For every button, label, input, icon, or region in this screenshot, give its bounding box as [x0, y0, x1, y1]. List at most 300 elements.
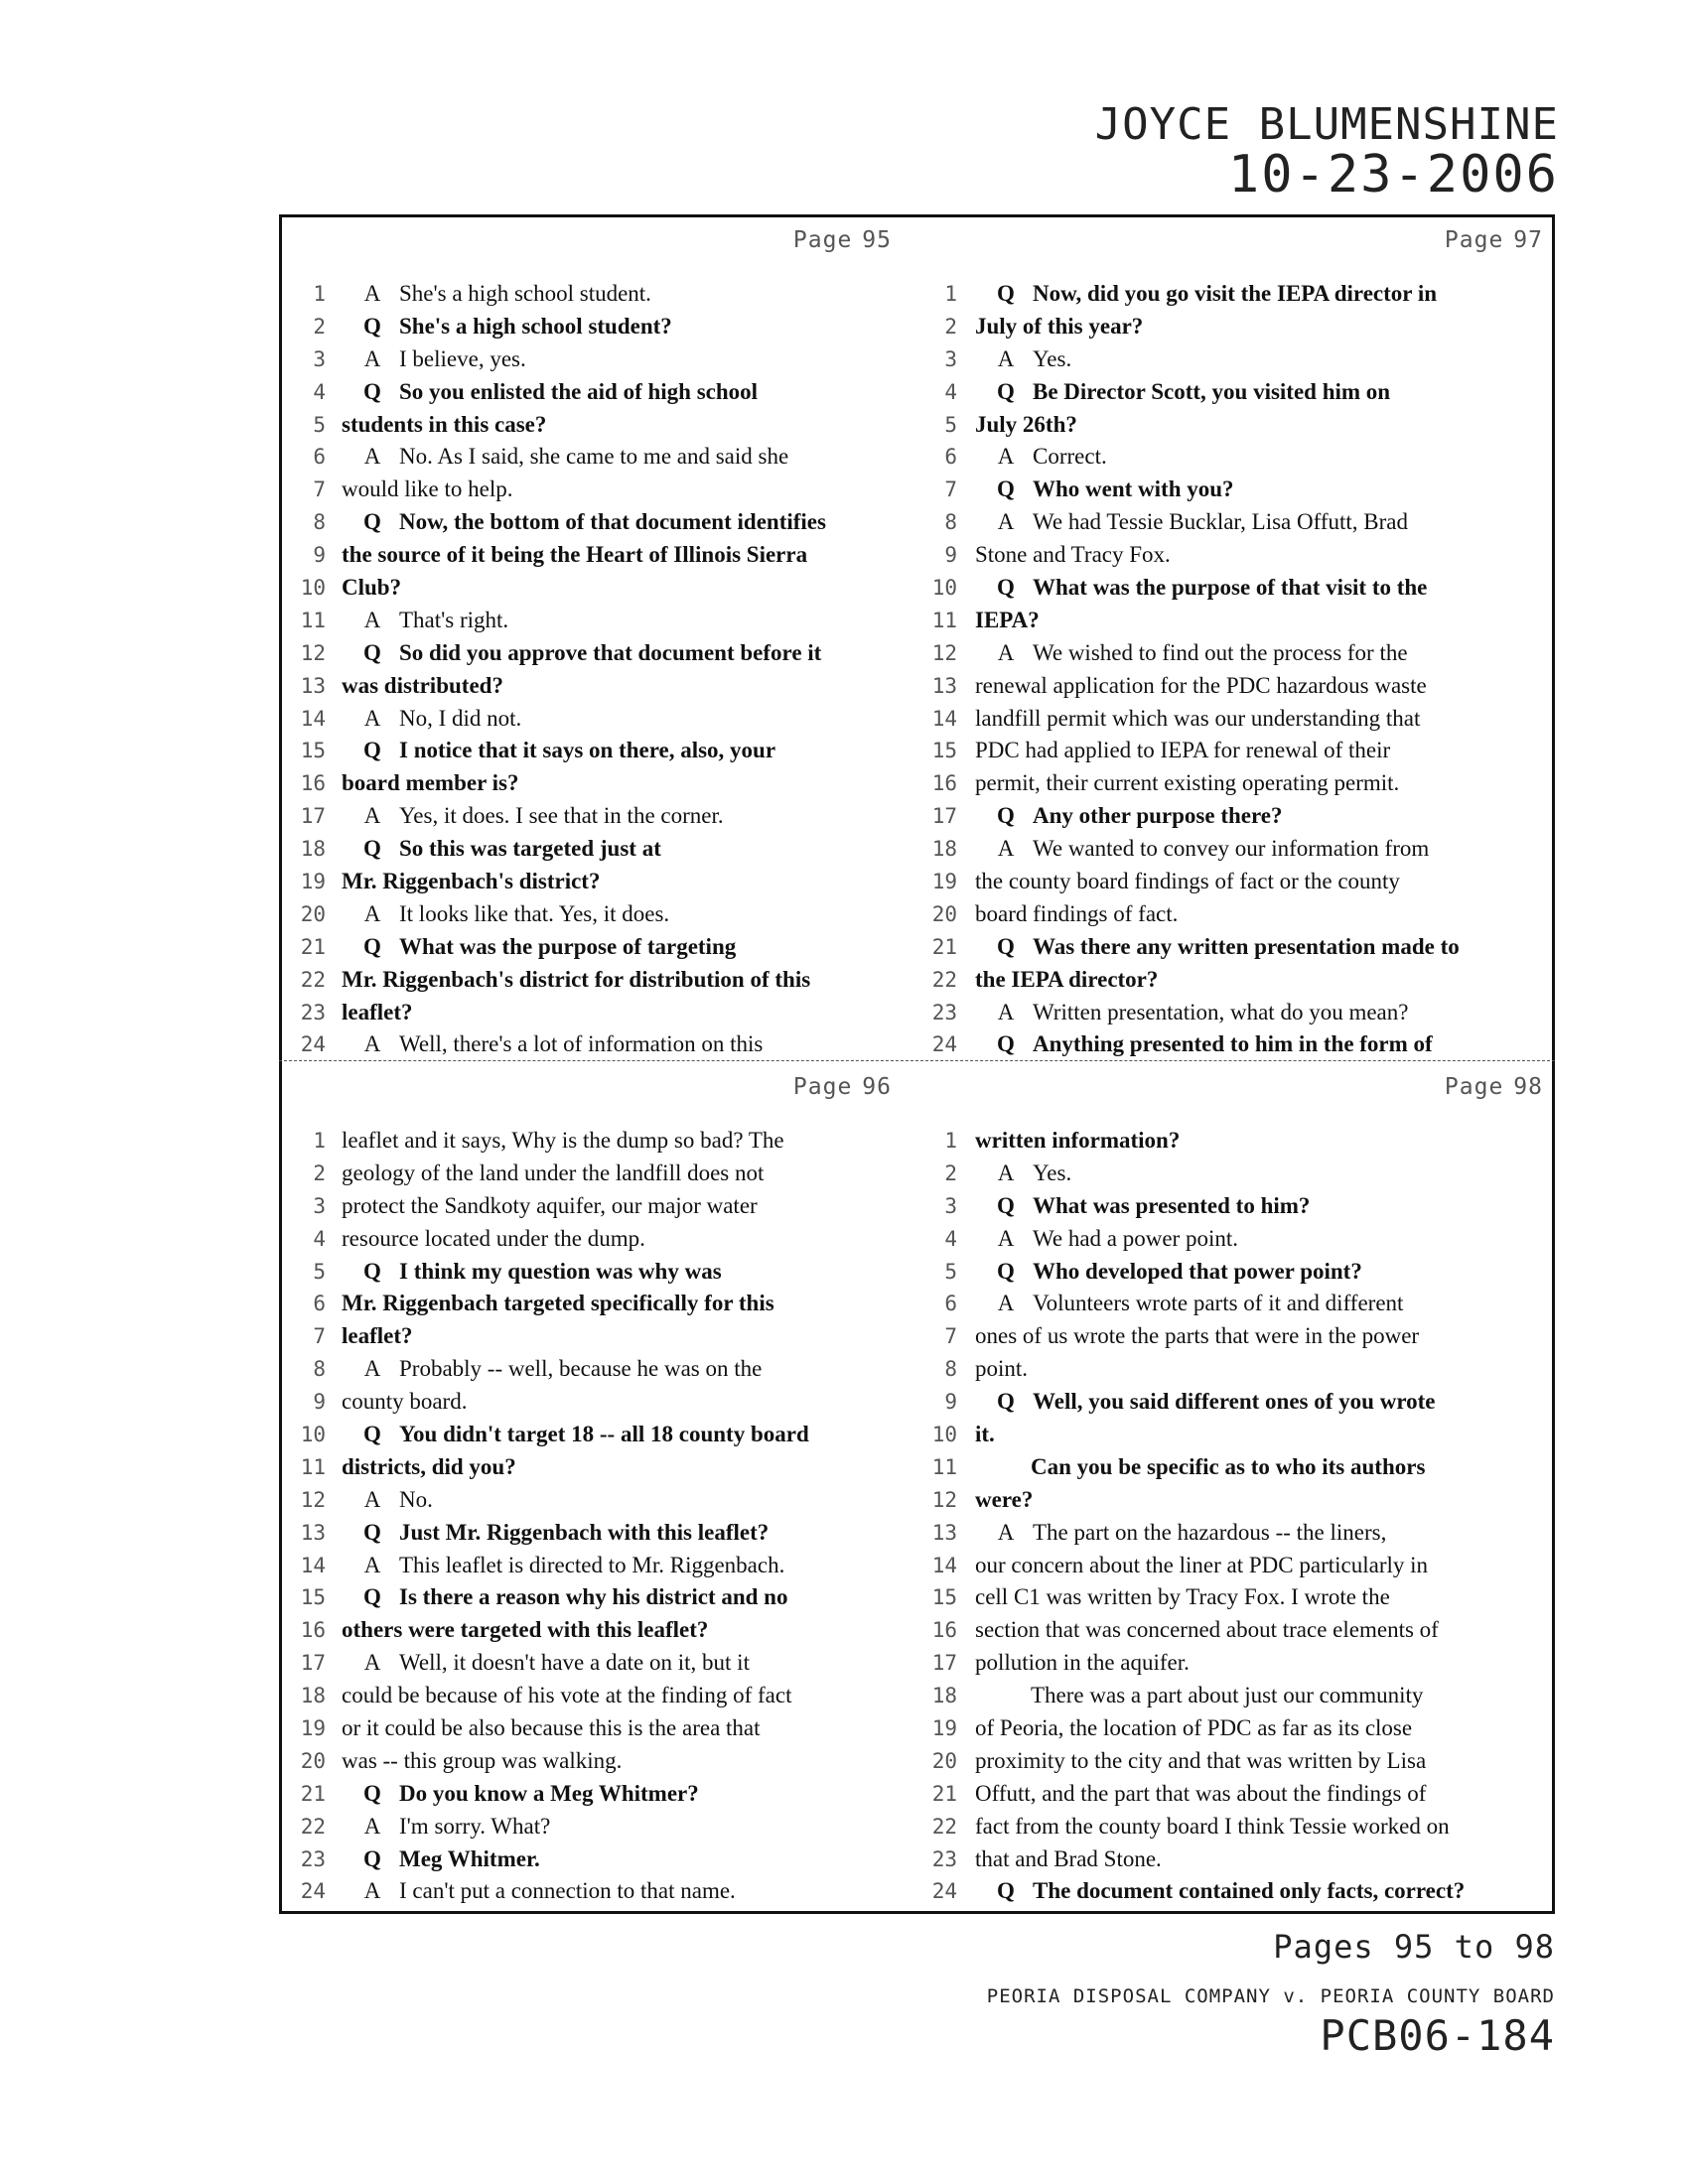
transcript-line	[917, 866, 1553, 898]
line-content: This leaflet is directed to Mr. Riggenbach.	[399, 1552, 785, 1577]
line-number: 9	[313, 1390, 326, 1415]
line-text	[342, 605, 508, 637]
line-text	[975, 1223, 1238, 1256]
transcript-line	[282, 800, 917, 833]
line-text	[975, 1353, 1028, 1386]
transcript-line	[917, 1451, 1553, 1484]
line-number: 3	[944, 346, 957, 371]
line-content: The document contained only facts, correct?	[1033, 1878, 1466, 1904]
line-text	[342, 1256, 722, 1289]
transcript-line	[282, 1811, 917, 1843]
transcript-line	[917, 1843, 1553, 1876]
line-text	[342, 1712, 761, 1745]
line-content: Correct.	[1033, 444, 1107, 470]
answer-marker: A	[997, 1160, 1015, 1185]
line-content: July 26th?	[975, 411, 1077, 437]
line-text	[342, 409, 546, 442]
line-number: 10	[931, 576, 957, 601]
line-content: ones of us wrote the parts that were in the power	[975, 1323, 1420, 1349]
transcript-line	[917, 1028, 1553, 1061]
question-marker: Q	[363, 509, 381, 535]
line-text	[342, 833, 661, 866]
line-content: point.	[975, 1356, 1029, 1382]
case-number: PCB06-184	[1320, 2011, 1555, 2060]
transcript-line	[917, 1614, 1553, 1647]
line-text	[975, 1745, 1426, 1778]
answer-marker: A	[997, 999, 1015, 1024]
line-number: 19	[300, 1716, 326, 1741]
line-content: I'm sorry. What?	[399, 1813, 551, 1839]
line-text	[975, 1028, 1433, 1061]
transcript-line	[917, 898, 1553, 931]
line-number: 8	[313, 510, 326, 535]
line-text	[342, 1843, 540, 1876]
transcript-line	[917, 441, 1553, 474]
line-number: 13	[931, 1520, 957, 1545]
line-number: 3	[313, 1193, 326, 1218]
page-number-label: Page 98	[1444, 1074, 1543, 1100]
line-content: our concern about the liner at PDC particularly in	[975, 1552, 1429, 1577]
transcript-page-97	[917, 217, 1553, 1061]
question-marker: Q	[363, 1780, 381, 1806]
question-marker: Q	[997, 1031, 1015, 1057]
line-number: 6	[313, 445, 326, 470]
line-content: Any other purpose there?	[1033, 803, 1283, 829]
line-number: 8	[944, 1357, 957, 1382]
line-text	[342, 506, 826, 539]
answer-marker: A	[363, 1813, 381, 1839]
line-number: 22	[300, 1814, 326, 1839]
line-text	[975, 311, 1143, 343]
line-number: 3	[944, 1193, 957, 1218]
line-content: renewal application for the PDC hazardous waste	[975, 672, 1427, 698]
transcript-line	[917, 703, 1553, 736]
line-number: 21	[931, 934, 957, 959]
line-text	[342, 311, 672, 343]
line-content: So did you approve that document before it	[399, 639, 822, 665]
line-number: 2	[313, 314, 326, 339]
transcript-line	[917, 506, 1553, 539]
line-text	[342, 1353, 762, 1386]
line-number: 8	[313, 1357, 326, 1382]
line-text	[342, 1614, 708, 1647]
line-text	[342, 670, 503, 703]
line-text	[975, 767, 1399, 800]
line-number: 2	[944, 314, 957, 339]
question-marker: Q	[997, 281, 1015, 306]
line-content: Yes, it does. I see that in the corner.	[399, 803, 724, 829]
line-number: 7	[313, 478, 326, 502]
line-text	[342, 703, 521, 736]
line-number: 13	[300, 673, 326, 698]
line-text	[342, 343, 526, 376]
transcript-line	[282, 767, 917, 800]
line-number: 15	[931, 1585, 957, 1610]
transcript-line	[282, 1745, 917, 1778]
line-content: Now, the bottom of that document identifies	[399, 509, 826, 535]
transcript-line	[282, 1680, 917, 1712]
line-content: board member is?	[342, 770, 519, 796]
transcript-line	[917, 833, 1553, 866]
transcript-line	[917, 767, 1553, 800]
line-number: 18	[931, 1684, 957, 1708]
line-content: I believe, yes.	[399, 345, 526, 371]
line-number: 4	[313, 1226, 326, 1251]
transcript-line	[917, 343, 1553, 376]
line-content: or it could be also because this is the area that	[342, 1715, 761, 1741]
line-number: 23	[931, 1846, 957, 1871]
line-text	[975, 1680, 1423, 1712]
answer-marker: A	[363, 900, 381, 926]
transcript-line	[282, 1484, 917, 1517]
line-text	[975, 1256, 1362, 1289]
transcript-line	[917, 1745, 1553, 1778]
line-number: 24	[931, 1032, 957, 1057]
line-number: 12	[300, 640, 326, 665]
transcript-line	[282, 474, 917, 506]
line-content: the county board findings of fact or the county	[975, 869, 1400, 894]
line-number: 2	[944, 1160, 957, 1185]
line-number: 9	[944, 543, 957, 568]
line-text	[975, 1451, 1425, 1484]
line-number: 17	[931, 1651, 957, 1676]
line-number: 6	[313, 1292, 326, 1316]
line-content: Well, it doesn't have a date on it, but it	[399, 1650, 750, 1676]
question-marker: Q	[997, 378, 1015, 404]
line-number: 17	[931, 804, 957, 829]
line-content: that and Brad Stone.	[975, 1845, 1162, 1871]
transcript-lines	[282, 1125, 917, 1908]
transcript-line	[917, 1517, 1553, 1550]
transcript-line	[282, 572, 917, 605]
line-content: Is there a reason why his district and no	[399, 1584, 788, 1610]
line-text	[342, 539, 807, 572]
line-content: Probably -- well, because he was on the	[399, 1356, 763, 1382]
line-text	[342, 1745, 622, 1778]
transcript-line	[917, 1386, 1553, 1419]
question-marker: Q	[997, 803, 1015, 829]
line-text	[975, 670, 1427, 703]
question-marker: Q	[997, 1192, 1015, 1218]
line-number: 4	[313, 379, 326, 404]
line-content: No, I did not.	[399, 705, 522, 731]
answer-marker: A	[363, 345, 381, 371]
transcript-page-96	[282, 1064, 917, 1908]
line-content: Meg Whitmer.	[399, 1845, 540, 1871]
transcript-line	[917, 931, 1553, 964]
transcript-line	[917, 1581, 1553, 1614]
line-content: We had Tessie Bucklar, Lisa Offutt, Brad	[1033, 509, 1409, 535]
line-text	[342, 997, 413, 1029]
transcript-line	[282, 1158, 917, 1190]
line-number: 1	[944, 282, 957, 306]
transcript-line	[917, 1419, 1553, 1451]
line-number: 1	[313, 282, 326, 306]
line-content: July of this year?	[975, 313, 1144, 339]
transcript-lines	[282, 278, 917, 1061]
line-number: 8	[944, 510, 957, 535]
line-content: section that was concerned about trace elements of	[975, 1617, 1439, 1643]
line-number: 5	[944, 412, 957, 437]
line-content: Volunteers wrote parts of it and different	[1033, 1291, 1404, 1316]
transcript-line	[282, 735, 917, 767]
line-content: She's a high school student?	[399, 313, 672, 339]
transcript-line	[282, 1320, 917, 1353]
line-text	[975, 1875, 1465, 1908]
line-text	[975, 1419, 995, 1451]
answer-marker: A	[997, 345, 1015, 371]
transcript-line	[282, 1778, 917, 1811]
line-content: county board.	[342, 1389, 468, 1415]
transcript-line	[917, 1647, 1553, 1680]
page-number-label: Page 97	[1444, 227, 1543, 253]
line-content: We had a power point.	[1033, 1225, 1238, 1251]
line-text	[975, 735, 1390, 767]
transcript-line	[282, 1223, 917, 1256]
transcript-line	[282, 866, 917, 898]
line-text	[342, 1811, 550, 1843]
line-text	[342, 866, 600, 898]
line-number: 23	[300, 1846, 326, 1871]
line-content: the IEPA director?	[975, 966, 1159, 992]
line-text	[975, 409, 1077, 442]
transcript-line	[282, 997, 917, 1029]
transcript-line	[282, 278, 917, 311]
line-text	[975, 833, 1429, 866]
answer-marker: A	[997, 1225, 1015, 1251]
line-text	[342, 735, 775, 767]
transcript-line	[917, 1778, 1553, 1811]
line-number: 18	[300, 837, 326, 862]
question-marker: Q	[363, 378, 381, 404]
question-marker: Q	[363, 933, 381, 959]
transcript-line	[282, 1028, 917, 1061]
line-content: Who went with you?	[1033, 477, 1234, 502]
transcript-line	[917, 572, 1553, 605]
line-number: 24	[300, 1879, 326, 1904]
line-text	[342, 1484, 433, 1517]
line-number: 10	[300, 1423, 326, 1447]
line-number: 20	[931, 901, 957, 926]
line-content: Just Mr. Riggenbach with this leaflet?	[399, 1519, 770, 1545]
line-content: districts, did you?	[342, 1453, 516, 1479]
page-number-label: Page 95	[792, 227, 892, 253]
line-number: 6	[944, 445, 957, 470]
transcript-line	[282, 311, 917, 343]
line-content: Mr. Riggenbach's district?	[342, 869, 601, 894]
line-text	[975, 1712, 1412, 1745]
transcript-lines	[917, 1125, 1553, 1908]
line-content: landfill permit which was our understanding that	[975, 705, 1421, 731]
line-number: 11	[300, 608, 326, 632]
line-number: 17	[300, 1651, 326, 1676]
line-number: 14	[300, 706, 326, 731]
line-content: Mr. Riggenbach targeted specifically for this	[342, 1291, 774, 1316]
line-number: 16	[931, 1618, 957, 1643]
line-content: pollution in the aquifer.	[975, 1650, 1190, 1676]
line-content: Mr. Riggenbach's district for distribution of this	[342, 966, 811, 992]
line-text	[975, 278, 1437, 311]
line-content: Offutt, and the part that was about the findings of	[975, 1780, 1427, 1806]
transcript-line	[282, 1256, 917, 1289]
deposition-date: 10-23-2006	[1227, 145, 1559, 205]
line-content: board findings of fact.	[975, 900, 1179, 926]
line-content: Who developed that power point?	[1033, 1258, 1362, 1284]
transcript-line	[917, 376, 1553, 409]
line-content: Can you be specific as to who its authors	[1031, 1453, 1426, 1479]
line-number: 7	[944, 478, 957, 502]
line-text	[342, 572, 401, 605]
line-text	[342, 1451, 516, 1484]
line-content: Stone and Tracy Fox.	[975, 542, 1171, 568]
line-text	[975, 1811, 1450, 1843]
line-text	[342, 1550, 784, 1582]
page-range: Pages 95 to 98	[1273, 1928, 1555, 1966]
line-text	[342, 376, 758, 409]
line-number: 12	[931, 1487, 957, 1512]
line-content: I notice that it says on there, also, your	[399, 738, 776, 763]
transcript-line	[917, 1256, 1553, 1289]
transcript-line	[282, 703, 917, 736]
line-number: 5	[313, 1259, 326, 1284]
line-text	[342, 1680, 791, 1712]
transcript-line	[282, 441, 917, 474]
line-content: She's a high school student.	[399, 281, 651, 306]
line-text	[975, 898, 1178, 931]
line-text	[975, 343, 1071, 376]
transcript-line	[917, 409, 1553, 442]
line-text	[975, 572, 1427, 605]
line-content: PDC had applied to IEPA for renewal of their	[975, 738, 1391, 763]
answer-marker: A	[997, 1291, 1015, 1316]
question-marker: Q	[997, 1258, 1015, 1284]
line-number: 21	[300, 934, 326, 959]
line-text	[342, 1419, 809, 1451]
line-text	[975, 1125, 1180, 1158]
line-number: 1	[313, 1129, 326, 1153]
answer-marker: A	[363, 1650, 381, 1676]
question-marker: Q	[363, 1258, 381, 1284]
line-number: 7	[313, 1324, 326, 1349]
question-marker: Q	[363, 836, 381, 862]
transcript-line	[282, 605, 917, 637]
answer-marker: A	[363, 444, 381, 470]
line-number: 2	[313, 1160, 326, 1185]
line-text	[342, 1875, 736, 1908]
line-text	[975, 539, 1171, 572]
line-content: What was presented to him?	[1033, 1192, 1311, 1218]
line-number: 22	[931, 1814, 957, 1839]
transcript-line	[917, 1158, 1553, 1190]
transcript-line	[282, 1517, 917, 1550]
transcript-line	[917, 1712, 1553, 1745]
transcript-line	[917, 1223, 1553, 1256]
transcript-line	[917, 964, 1553, 997]
line-text	[975, 1158, 1071, 1190]
line-content: leaflet and it says, Why is the dump so bad? The	[342, 1128, 784, 1153]
line-number: 14	[300, 1553, 326, 1577]
answer-marker: A	[997, 639, 1015, 665]
line-number: 24	[931, 1879, 957, 1904]
question-marker: Q	[997, 575, 1015, 601]
line-content: was distributed?	[342, 672, 503, 698]
transcript-page-98	[917, 1064, 1553, 1908]
line-text	[342, 1320, 413, 1353]
transcript-line	[917, 670, 1553, 703]
line-number: 9	[944, 1390, 957, 1415]
line-number: 16	[300, 1618, 326, 1643]
line-content: of Peoria, the location of PDC as far as its close	[975, 1715, 1413, 1741]
line-text	[975, 1843, 1162, 1876]
line-number: 10	[300, 576, 326, 601]
line-text	[975, 703, 1420, 736]
line-text	[975, 800, 1283, 833]
line-content: cell C1 was written by Tracy Fox. I wrote the	[975, 1584, 1390, 1610]
line-number: 20	[931, 1748, 957, 1773]
transcript-line	[282, 1581, 917, 1614]
answer-marker: A	[363, 705, 381, 731]
line-number: 3	[313, 346, 326, 371]
question-marker: Q	[363, 1422, 381, 1447]
line-number: 15	[931, 739, 957, 763]
line-content: it.	[975, 1422, 995, 1447]
line-number: 4	[944, 379, 957, 404]
transcript-line	[282, 670, 917, 703]
transcript-line	[282, 343, 917, 376]
line-content: permit, their current existing operating permit.	[975, 770, 1400, 796]
line-text	[342, 1125, 784, 1158]
question-marker: Q	[997, 933, 1015, 959]
question-marker: Q	[997, 1389, 1015, 1415]
line-number: 7	[944, 1324, 957, 1349]
line-number: 1	[944, 1129, 957, 1153]
line-content: Well, there's a lot of information on this	[399, 1031, 764, 1057]
line-number: 12	[931, 640, 957, 665]
line-number: 14	[931, 706, 957, 731]
line-number: 10	[931, 1423, 957, 1447]
line-number: 21	[300, 1781, 326, 1806]
line-number: 23	[931, 1000, 957, 1024]
line-number: 19	[931, 1716, 957, 1741]
line-content: Now, did you go visit the IEPA director in	[1033, 281, 1438, 306]
line-content: It looks like that. Yes, it does.	[399, 900, 670, 926]
line-content: Yes.	[1033, 345, 1072, 371]
question-marker: Q	[363, 639, 381, 665]
line-content: IEPA?	[975, 607, 1040, 632]
line-content: Written presentation, what do you mean?	[1033, 999, 1409, 1024]
line-text	[342, 1647, 750, 1680]
transcript-line	[917, 539, 1553, 572]
answer-marker: A	[363, 1356, 381, 1382]
line-content: fact from the county board I think Tessie worked on	[975, 1813, 1450, 1839]
answer-marker: A	[997, 836, 1015, 862]
line-content: No.	[399, 1486, 433, 1512]
line-text	[975, 1550, 1428, 1582]
transcript-line	[282, 1550, 917, 1582]
answer-marker: A	[363, 1552, 381, 1577]
line-text	[342, 278, 651, 311]
line-text	[975, 1386, 1435, 1419]
line-content: Club?	[342, 575, 402, 601]
transcript-page-95	[282, 217, 917, 1061]
answer-marker: A	[997, 444, 1015, 470]
line-content: I can't put a connection to that name.	[399, 1878, 736, 1904]
transcript-line	[282, 1353, 917, 1386]
line-number: 11	[300, 1454, 326, 1479]
transcript-line	[282, 1647, 917, 1680]
answer-marker: A	[363, 1031, 381, 1057]
transcript-line	[282, 409, 917, 442]
